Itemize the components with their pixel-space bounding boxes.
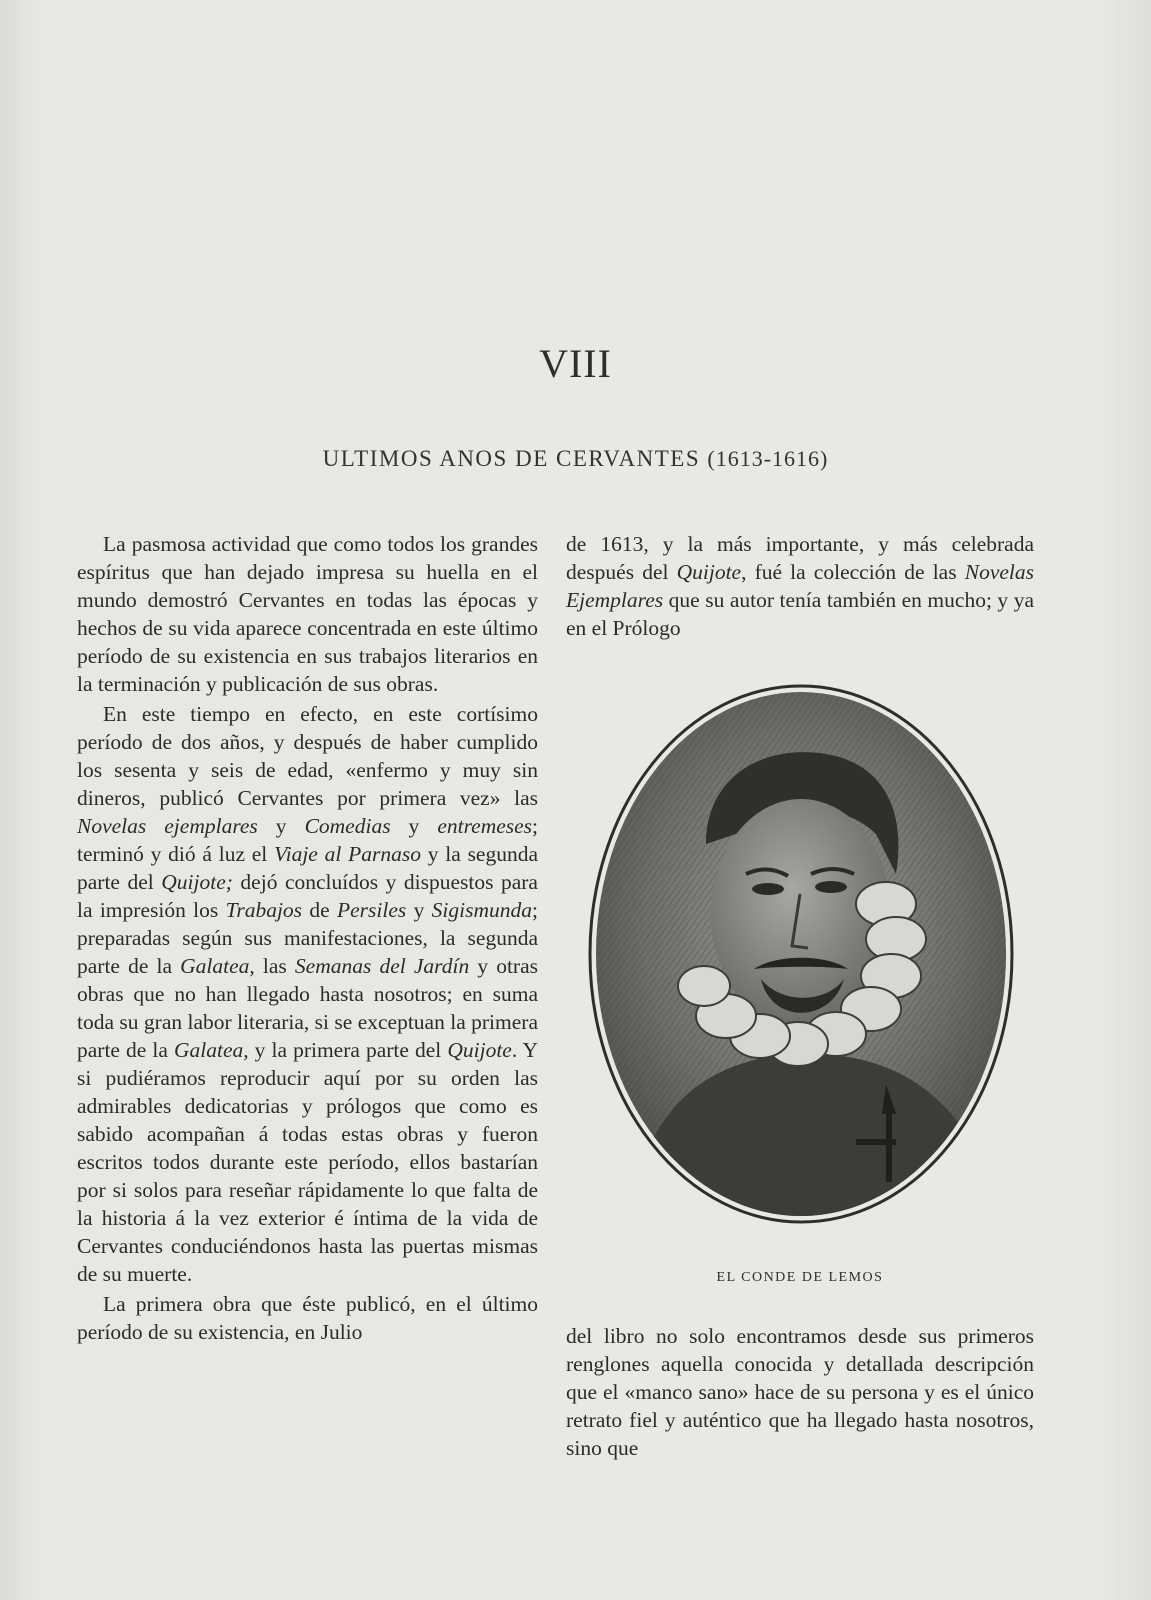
figure-caption: EL CONDE DE LEMOS (716, 1270, 884, 1285)
chapter-years: (1613-1616) (707, 446, 829, 471)
paragraph-1: La pasmosa actividad que como todos los grandes espíritus que han dejado impresa su huella en el mundo demostró Cervantes en todas las épocas y hechos de su vida aparece concentrada en este último período de su existencia en sus trabajos literarios en la terminación y publicación de sus obras. (77, 532, 538, 696)
title-novelas-ejemplares: Novelas ejemplares (77, 814, 258, 838)
paragraph-3: La primera obra que éste publicó, en el último período de su existencia, en Julio (77, 1292, 538, 1344)
title-novelas-ejemplares: Novelas Ejemplares (566, 560, 1035, 612)
paragraph-continued-bottom: del libro no solo encontramos desde sus primeros renglones aquella conocida y detallada descripción que el «manco sano» hace de su persona y es el único retrato fiel y auténtico que ha llegado hasta nosotros, sino que (566, 1324, 1034, 1460)
right-column-top (566, 530, 1034, 642)
chapter-number: VIII (539, 341, 612, 386)
paragraph-continued: de 1613, y la más importante, y más celebrada después del Quijote, fué la colección de las Novelas Ejemplares que su autor tenía también en mucho; y ya en el Prólogo (566, 532, 1035, 640)
title-comedias: Comedias (304, 814, 391, 838)
title-viaje-al-parnaso: Viaje al Parnaso (274, 842, 421, 866)
chapter-title-text: ULTIMOS ANOS DE CERVANTES (322, 446, 701, 471)
title-quijote: Quijote; (161, 870, 233, 894)
chapter-title (0, 446, 1151, 472)
paragraph-2: En este tiempo en efecto, en este cortísimo período de dos años, y después de haber cumplido los sesenta y seis de edad, «enfermo y muy sin dineros, publicó Cervantes por primera vez» las Novelas ejemplares y Comedias y entremeses; terminó y dió á luz el Viaje al Parnaso y la segunda parte del Quijote; dejó concluídos y dispuestos para la impresión los Trabajos de Persiles y Sigismunda; preparadas según sus manifestaciones, la segunda parte de la Galatea, las Semanas del Jardín y otras obras que no han llegado hasta nosotros; en suma toda su gran labor literaria, si se exceptuan la primera parte de la Galatea, y la primera parte del Quijote. Y si pudiéramos reproducir aquí por su orden las admirables dedicatorias y prólogos que como es sabido acompañan á todas estas obras y fueron escritos todos durante este período, ellos bastarían por si solos para reseñar rápidamente lo que falta de la historia á la vez exterior é íntima de la vida de Cervantes conduciéndonos hasta las puertas mismas de su muerte. (77, 702, 539, 1286)
left-column (77, 530, 538, 1346)
title-trabajos: Trabajos (225, 898, 303, 922)
title-quijote: Quijote (447, 1038, 512, 1062)
title-persiles: Persiles (336, 898, 407, 922)
right-column-bottom (566, 1322, 1034, 1462)
portrait-engraving (586, 684, 1016, 1224)
title-sigismunda: Sigismunda (431, 898, 533, 922)
title-quijote: Quijote (676, 560, 742, 584)
title-galatea: Galatea (180, 954, 250, 978)
title-semanas-del-jardin: Semanas del Jardín (294, 954, 470, 978)
title-entremeses: entremeses (437, 814, 533, 838)
title-galatea: Galatea (173, 1038, 244, 1062)
